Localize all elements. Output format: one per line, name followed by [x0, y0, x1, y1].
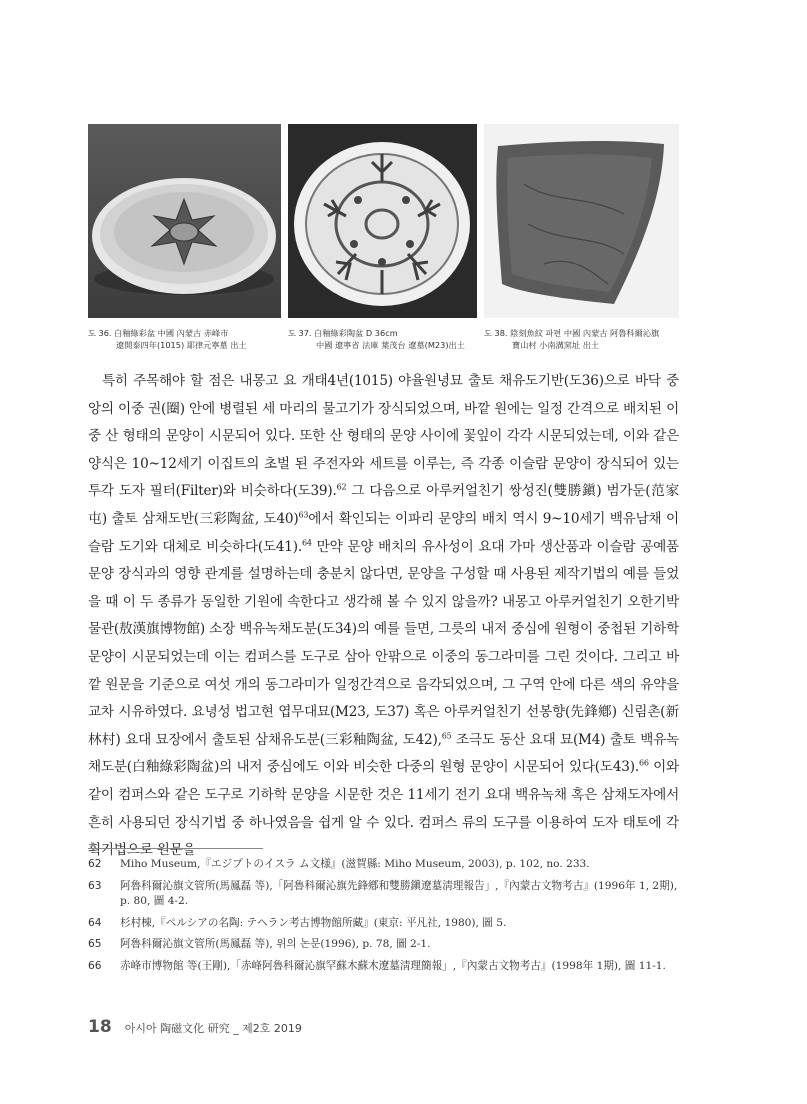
footnote-ref-64[interactable]: 64 [301, 538, 312, 548]
footnote-ref-63[interactable]: 63 [298, 510, 309, 520]
footnote-62 [88, 857, 688, 873]
footnote-number: 64 [88, 916, 102, 929]
body-segment-3: 에서 확인되는 이파리 문양의 배치 역시 9~10세기 백유남채 이슬람 도기와 대체로 비슷하다(도41). [88, 510, 679, 555]
caption-line-1: 도 37. 白釉綠彩陶盆 D 36cm [288, 328, 398, 338]
footnote-text: Miho Museum,『エジプトのイスラ ム文様』(滋賀縣: Miho Museum, 2003), p. 102, no. 233. [120, 858, 590, 870]
footnote-ref-65[interactable]: 65 [441, 731, 452, 741]
journal-title: 아시아 陶磁文化 研究 _ 제2호 2019 [124, 1022, 302, 1035]
footnote-divider [88, 848, 263, 849]
footnote-number: 63 [88, 879, 102, 892]
footnote-66 [88, 959, 688, 975]
bowl-36-image [88, 124, 281, 318]
footnote-text: 赤峰市博物館 等(王剛),「赤峰阿魯科爾沁旗罕蘇木蘇木遼墓淸理簡報」,『內蒙古文物考古』(1998年 1期), 圖 11-1. [120, 959, 666, 972]
page-number: 18 [88, 1017, 112, 1037]
footnote-ref-62[interactable]: 62 [336, 482, 347, 492]
footnote-text: 阿魯科爾沁旗文管所(馬鳳磊 等),「阿魯科爾沁旗先鋒鄕和雙勝鎭遼墓淸理報告」,『內蒙古文物考古』(1996年 1, 2期), p. 80, 圖 4-2. [120, 879, 678, 907]
footnote-number: 62 [88, 858, 102, 870]
footnote-number: 65 [88, 938, 102, 950]
footnote-64 [88, 916, 688, 932]
caption-figure-36 [88, 327, 247, 351]
footnote-63 [88, 879, 688, 910]
body-segment-2: 그 다음으로 아루커얼친기 쌍성진(雙勝鎭) 범가둔(范家屯) 출토 삼채도반(三彩陶盆, 도40) [88, 483, 679, 527]
caption-line-1: 도 38. 陰刻魚紋 파편 中國 內蒙古 阿魯科爾沁旗 [484, 328, 660, 338]
caption-figure-37 [288, 327, 465, 351]
footnote-text: 阿魯科爾沁旗文管所(馬鳳磊 等), 위의 논문(1996), p. 78, 圖 2-1. [120, 938, 431, 950]
caption-line-1: 도 36. 白釉綠彩盆 中國 內蒙古 赤峰市 [88, 328, 229, 338]
footnote-ref-66[interactable]: 66 [638, 758, 649, 768]
page-footer [88, 1017, 302, 1037]
footnote-number: 66 [88, 959, 102, 972]
body-segment-6: 이와 같이 컴퍼스와 같은 도구로 기하학 문양을 시문한 것은 11세기 전기 요대 백유녹채 혹은 삼채도자에서 흔히 사용되던 장식기법 중 하나였음을 쉽게 알 수 있다. 컴퍼스 류의 도구를 이용하여 도자 태토에 각획기법으로 원문을 [88, 759, 679, 859]
caption-line-2: 遼開泰四年(1015) 耶律元寧墓 出土 [116, 340, 247, 350]
shard-38-image [484, 124, 679, 318]
figure-36-photo [88, 124, 281, 318]
footnote-text: 杉村棟,『ペルシアの名陶: テヘラン考古博物館所藏』(東京: 平凡社, 1980), 圖 5. [120, 916, 507, 929]
footnotes [88, 857, 688, 980]
footnote-65 [88, 937, 688, 953]
caption-figure-38 [484, 327, 659, 351]
body-segment-5: 조극도 동산 요대 묘(M4) 출토 백유녹채도분(白釉綠彩陶盆)의 내저 중심에도 이와 비슷한 다중의 원형 문양이 시문되어 있다(도43). [88, 731, 679, 776]
figure-38-photo [484, 124, 679, 318]
body-segment-1: 특히 주목해야 할 점은 내몽고 요 개태4년(1015) 야율원녕묘 출토 채유도기반(도36)으로 바닥 중앙의 이중 권(圈) 안에 병렬된 세 마리의 물고기가 장식되었으며, 바깥 원에는 일정 간격으로 배치된 이중 산 형태의 문양이 시문되어 있다. 또한 산 형태의 문양 사이에 꽃잎이 각각 시문되었는데, 이와 같은 양식은 10~12세기 이집트의 초벌 된 주전자와 세트를 이루는, 즉 각종 이슬람 문양이 장식되어 있는 투각 도자 필터(Filter)와 비슷하다(도39). [88, 373, 679, 500]
caption-line-2: 中國 遼寧省 法庫 葉茂台 遼墓(M23)出土 [316, 340, 465, 350]
body-paragraph [88, 368, 679, 865]
body-text [88, 368, 679, 865]
figure-37-photo [288, 124, 477, 318]
caption-line-2: 寶山村 小南溝窯址 出土 [512, 340, 600, 350]
bowl-37-image [288, 124, 477, 318]
body-segment-4: 만약 문양 배치의 유사성이 요대 가마 생산품과 이슬람 공예품 문양 장식과의 영향 관계를 설명하는데 충분치 않다면, 문양을 구성할 때 사용된 제작기법의 예를 들었을 때 이 두 종류가 동일한 기원에 속한다고 생각해 볼 수 있지 않을까? 내몽고 아루커얼친기 오한기박물관(敖漢旗博物館) 소장 백유녹채도분(도34)의 예를 들면, 그릇의 내저 중심에 원형이 중첩된 기하학 문양이 시문되었는데 이는 컴퍼스를 도구로 삼아 안팎으로 이중의 동그라미를 그린 것이다. 그리고 바깥 원문을 기준으로 여섯 개의 동그라미가 일정간격으로 음각되었으며, 그 구역 안에 다른 색의 유약을 교차 시유하였다. 요녕성 법고현 엽무대묘(M23, 도37) 혹은 아루커얼친기 선봉향(先鋒鄕) 신림촌(新林村) 요대 묘장에서 출토된 삼채유도분(三彩釉陶盆, 도42), [88, 538, 679, 748]
